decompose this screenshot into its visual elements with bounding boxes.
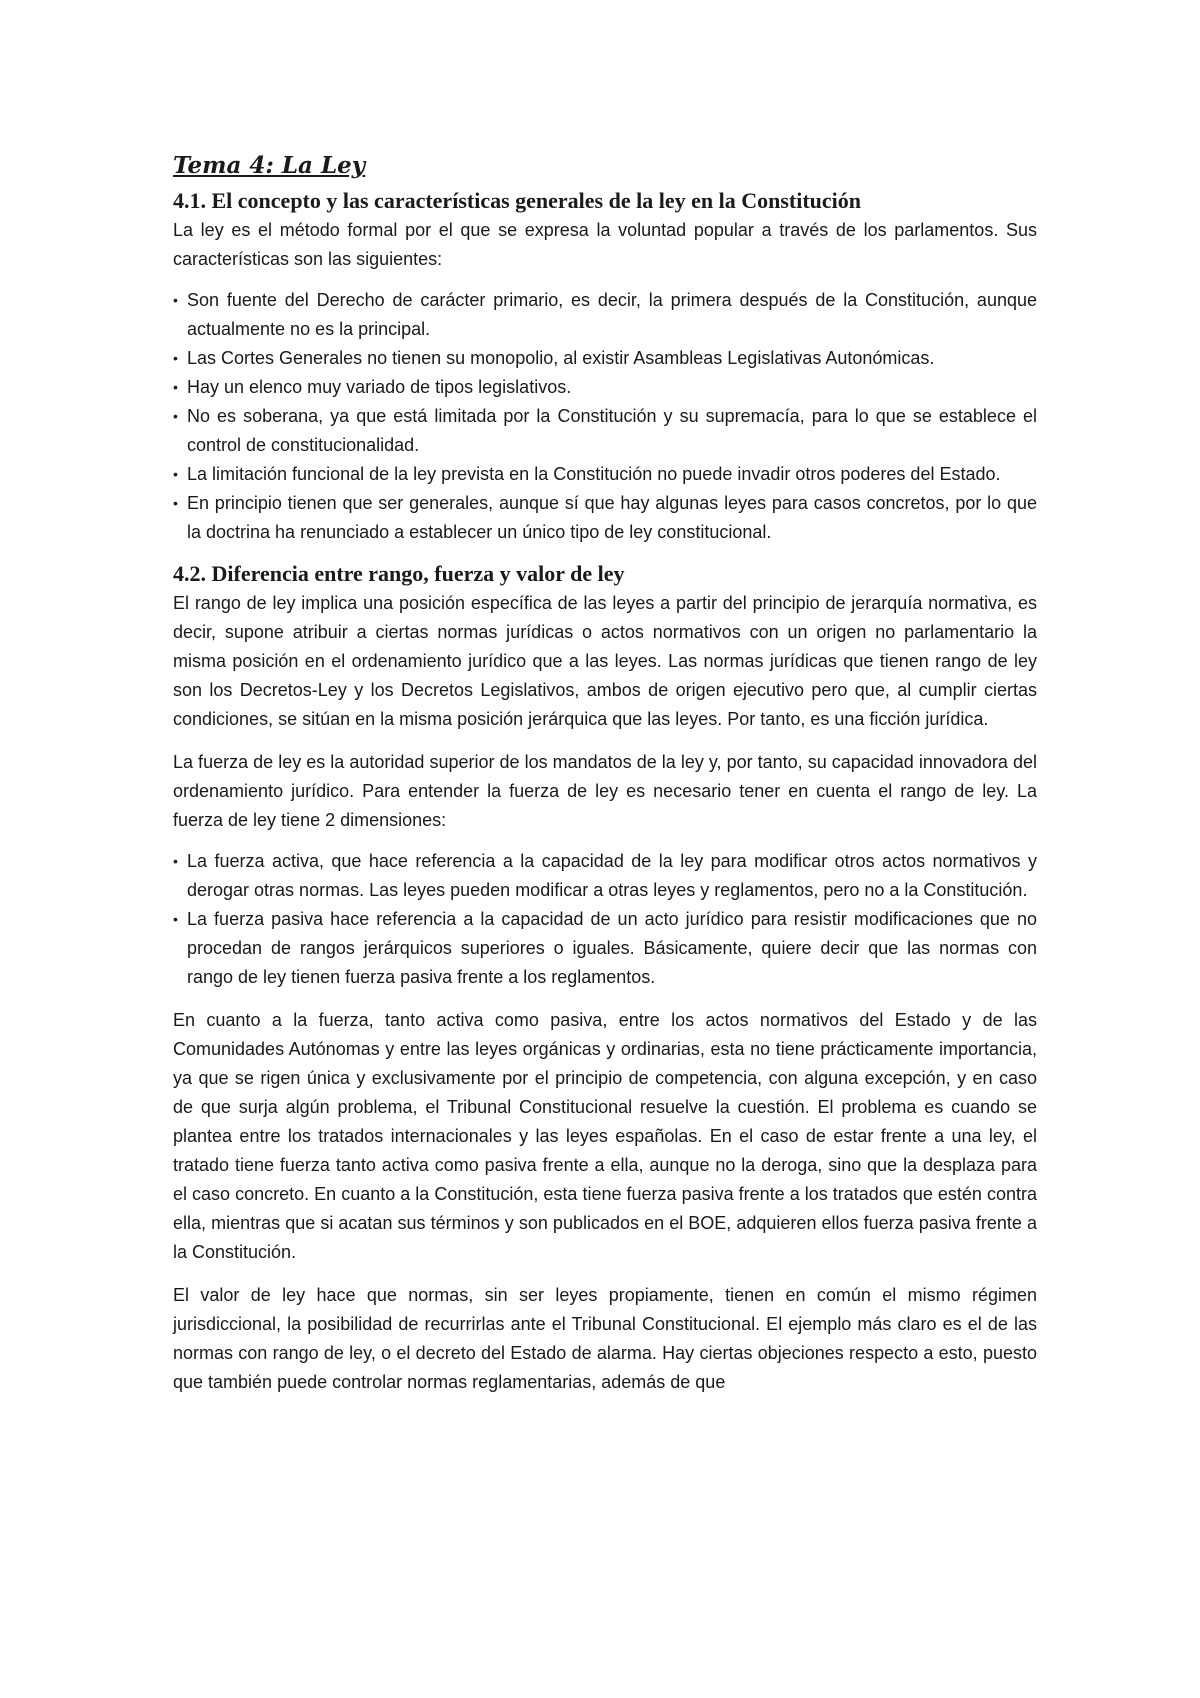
list-item bbox=[173, 905, 1037, 992]
bullet-icon: • bbox=[173, 379, 178, 395]
list-item-text: En principio tienen que ser generales, aunque sí que hay algunas leyes para casos concretos, por lo que la doctrina ha renunciado a establecer un único tipo de ley constitucional. bbox=[187, 493, 1037, 542]
bullet-icon: • bbox=[173, 495, 178, 511]
valor-paragraph: El valor de ley hace que normas, sin ser leyes propiamente, tienen en común el mismo régimen jurisdiccional, la posibilidad de recurrirlas ante el Tribunal Constitucional. El ejemplo más claro es el de las normas con rango de ley, o el decreto del Estado de alarma. Hay ciertas objeciones respecto a esto, puesto que también puede controlar normas reglamentarias, además de que bbox=[173, 1285, 1037, 1392]
fuerza-dimensions-list bbox=[173, 847, 1037, 992]
document-page bbox=[173, 150, 1037, 1397]
bullet-icon: • bbox=[173, 350, 178, 366]
fuerza-paragraph: La fuerza de ley es la autoridad superior de los mandatos de la ley y, por tanto, su capacidad innovadora del ordenamiento jurídico. Para entender la fuerza de ley es necesario tener en cuenta el rango de ley. La fuerza de ley tiene 2 dimensiones: bbox=[173, 752, 1037, 830]
bullet-icon: • bbox=[173, 911, 178, 927]
list-item-text: La fuerza activa, que hace referencia a la capacidad de la ley para modificar otros actos normativos y derogar otras normas. Las leyes pueden modificar a otras leyes y reglamentos, pero no a la Constitución. bbox=[187, 851, 1037, 900]
bullet-icon: • bbox=[173, 466, 178, 482]
list-item bbox=[173, 489, 1037, 547]
bullet-icon: • bbox=[173, 408, 178, 424]
list-item bbox=[173, 460, 1037, 489]
characteristics-list bbox=[173, 286, 1037, 547]
list-item-text: La limitación funcional de la ley prevista en la Constitución no puede invadir otros poderes del Estado. bbox=[187, 464, 1001, 484]
list-item bbox=[173, 286, 1037, 344]
list-item bbox=[173, 344, 1037, 373]
list-item-text: La fuerza pasiva hace referencia a la capacidad de un acto jurídico para resistir modificaciones que no procedan de rangos jerárquicos superiores o iguales. Básicamente, quiere decir que las normas con rango de ley tienen fuerza pasiva frente a los reglamentos. bbox=[187, 909, 1037, 987]
list-item-text: Las Cortes Generales no tienen su monopolio, al existir Asambleas Legislativas Autonómicas. bbox=[187, 348, 935, 368]
bullet-icon: • bbox=[173, 853, 178, 869]
list-item bbox=[173, 373, 1037, 402]
section-heading-concepto: 4.1. El concepto y las características generales de la ley en la Constitución bbox=[173, 188, 862, 213]
list-item bbox=[173, 402, 1037, 460]
list-item-text: Hay un elenco muy variado de tipos legislativos. bbox=[187, 377, 572, 397]
rango-paragraph: El rango de ley implica una posición específica de las leyes a partir del principio de jerarquía normativa, es decir, supone atribuir a ciertas normas jurídicas o actos normativos con un origen no parlamentario la misma posición en el ordenamiento jurídico que a las leyes. Las normas jurídicas que tienen rango de ley son los Decretos-Ley y los Decretos Legislativos, ambos de origen ejecutivo pero que, al cumplir ciertas condiciones, se sitúan en la misma posición jerárquica que las leyes. Por tanto, es una ficción jurídica. bbox=[173, 593, 1037, 729]
list-item-text: No es soberana, ya que está limitada por la Constitución y su supremacía, para lo que se establece el control de constitucionalidad. bbox=[187, 406, 1037, 455]
fuerza-detail-paragraph: En cuanto a la fuerza, tanto activa como pasiva, entre los actos normativos del Estado y de las Comunidades Autónomas y entre las leyes orgánicas y ordinarias, esta no tiene prácticamente importancia, ya que se rigen única y exclusivamente por el principio de competencia, con alguna excepción, y en caso de que surja algún problema, el Tribunal Constitucional resuelve la cuestión. El problema es cuando se plantea entre los tratados internacionales y las leyes españolas. En el caso de estar frente a una ley, el tratado tiene fuerza tanto activa como pasiva frente a ella, aunque no la deroga, sino que la desplaza para el caso concreto. En cuanto a la Constitución, esta tiene fuerza pasiva frente a los tratados que estén contra ella, mientras que si acatan sus términos y son publicados en el BOE, adquieren ellos fuerza pasiva frente a la Constitución. bbox=[173, 1010, 1037, 1262]
section-heading-diferencia: 4.2. Diferencia entre rango, fuerza y valor de ley bbox=[173, 561, 625, 586]
list-item-text: Son fuente del Derecho de carácter primario, es decir, la primera después de la Constitución, aunque actualmente no es la principal. bbox=[187, 290, 1037, 339]
list-item bbox=[173, 847, 1037, 905]
bullet-icon: • bbox=[173, 292, 178, 308]
document-title: Tema 4: La Ley bbox=[173, 152, 366, 179]
section-intro-paragraph: La ley es el método formal por el que se expresa la voluntad popular a través de los parlamentos. Sus características son las siguientes: bbox=[173, 220, 1037, 269]
